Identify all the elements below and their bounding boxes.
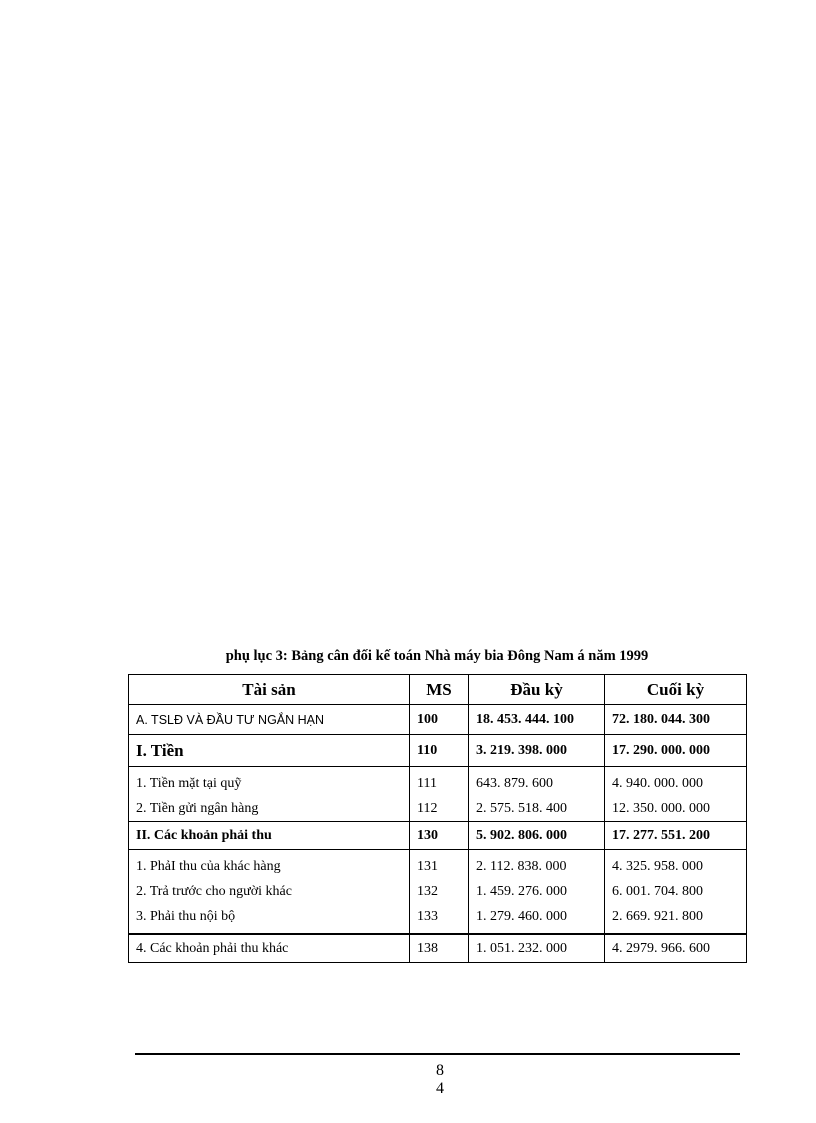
row-opening: 5. 902. 806. 000 [469,822,605,850]
row-code: 100 [410,705,469,735]
row-opening: 3. 219. 398. 000 [469,735,605,767]
row-opening: 2. 575. 518. 400 [469,796,605,822]
page-number-line-1: 8 [436,1062,444,1079]
row-code: 112 [410,796,469,822]
row-label: I. Tiền [129,735,410,767]
row-opening: 2. 112. 838. 000 [469,850,605,880]
page-number-line-2: 4 [436,1080,444,1097]
row-code: 132 [410,879,469,904]
row-label: 4. Các khoản phải thu khác [129,934,410,963]
row-code: 130 [410,822,469,850]
row-label: 1. Tiền mặt tại quỹ [129,767,410,797]
row-closing: 4. 325. 958. 000 [605,850,747,880]
row-opening: 1. 051. 232. 000 [469,934,605,963]
row-label: 3. Phải thu nội bộ [129,904,410,934]
table-row [129,879,747,904]
table-row [129,796,747,822]
header-cuoi-ky: Cuối kỳ [605,675,747,705]
balance-sheet-table [128,674,747,963]
row-closing: 6. 001. 704. 800 [605,879,747,904]
table-header-row [129,675,747,705]
header-ms: MS [410,675,469,705]
row-closing: 2. 669. 921. 800 [605,904,747,934]
row-code: 131 [410,850,469,880]
row-closing: 17. 277. 551. 200 [605,822,747,850]
row-label: 1. PhảI thu của khác hàng [129,850,410,880]
table-row [129,934,747,963]
row-label: 2. Trả trước cho người khác [129,879,410,904]
row-label: 2. Tiền gửi ngân hàng [129,796,410,822]
table-caption: phụ lục 3: Bảng cân đối kế toán Nhà máy bia Đông Nam á năm 1999 [225,648,649,664]
table-row [129,767,747,797]
row-opening: 1. 279. 460. 000 [469,904,605,934]
row-closing: 4. 940. 000. 000 [605,767,747,797]
row-closing: 4. 2979. 966. 600 [605,934,747,963]
row-code: 133 [410,904,469,934]
row-closing: 12. 350. 000. 000 [605,796,747,822]
row-closing: 72. 180. 044. 300 [605,705,747,735]
row-opening: 18. 453. 444. 100 [469,705,605,735]
row-opening: 643. 879. 600 [469,767,605,797]
table-row [129,850,747,880]
row-code: 138 [410,934,469,963]
table-row [129,705,747,735]
table-row [129,904,747,934]
row-opening: 1. 459. 276. 000 [469,879,605,904]
row-closing: 17. 290. 000. 000 [605,735,747,767]
row-code: 110 [410,735,469,767]
header-tai-san: Tài sản [129,675,410,705]
row-label: A. TSLĐ VÀ ĐẦU TƯ NGẮN HẠN [129,705,410,735]
table-row [129,822,747,850]
header-dau-ky: Đầu kỳ [469,675,605,705]
row-label: II. Các khoản phải thu [129,822,410,850]
table-row [129,735,747,767]
footer-divider [135,1053,740,1055]
row-code: 111 [410,767,469,797]
